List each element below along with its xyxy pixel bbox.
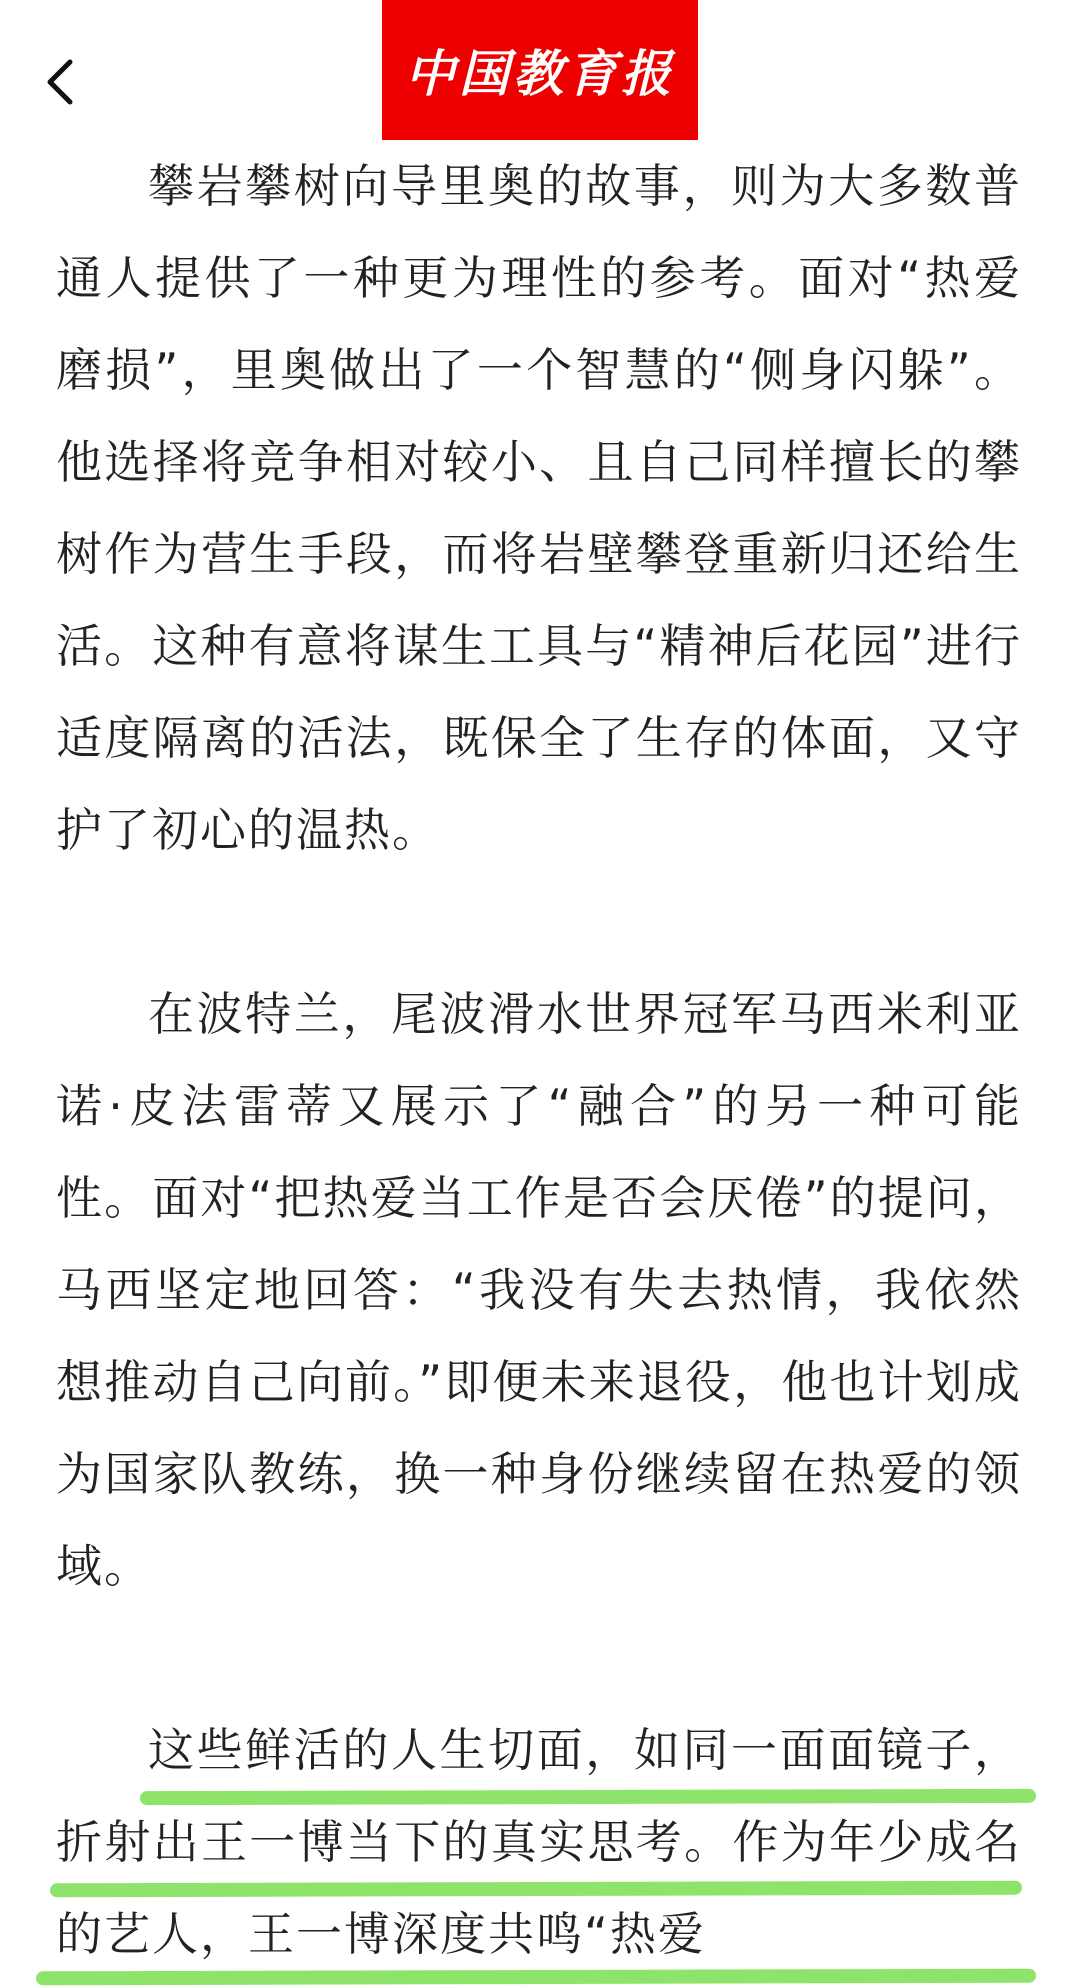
highlight-underline	[140, 1789, 1036, 1805]
highlight-underline	[50, 1881, 1022, 1898]
article-paragraph-3: 这些鲜活的人生切面，如同一面面镜子，折射出王一博当下的真实思考。作为年少成名的艺人，王一博深度共鸣“热爱	[56, 1723, 1022, 1961]
newspaper-logo: 中国教育报	[382, 0, 698, 140]
article-paragraph-1: 攀岩攀树向导里奥的故事，则为大多数普通人提供了一种更为理性的参考。面对“热爱磨损”，里奥做出了一个智慧的“侧身闪躲”。他选择将竞争相对较小、且自己同样擅长的攀树作为营生手段，而将岩壁攀登重新归还给生活。这种有意将谋生工具与“精神后花园”进行适度隔离的活法，既保全了生存的体面，又守护了初心的温热。	[56, 159, 1022, 857]
article-paragraph-2: 在波特兰，尾波滑水世界冠军马西米利亚诺·皮法雷蒂又展示了“融合”的另一种可能性。面对“把热爱当工作是否会厌倦”的提问，马西坚定地回答：“我没有失去热情，我依然想推动自己向前。”即便未来退役，他也计划成为国家队教练，换一种身份继续留在热爱的领域。	[56, 987, 1022, 1593]
top-bar	[0, 0, 1080, 140]
highlight-underline	[36, 1969, 1036, 1986]
chevron-left-icon	[38, 50, 88, 110]
back-button[interactable]	[38, 50, 88, 110]
article-body	[56, 140, 1022, 1980]
